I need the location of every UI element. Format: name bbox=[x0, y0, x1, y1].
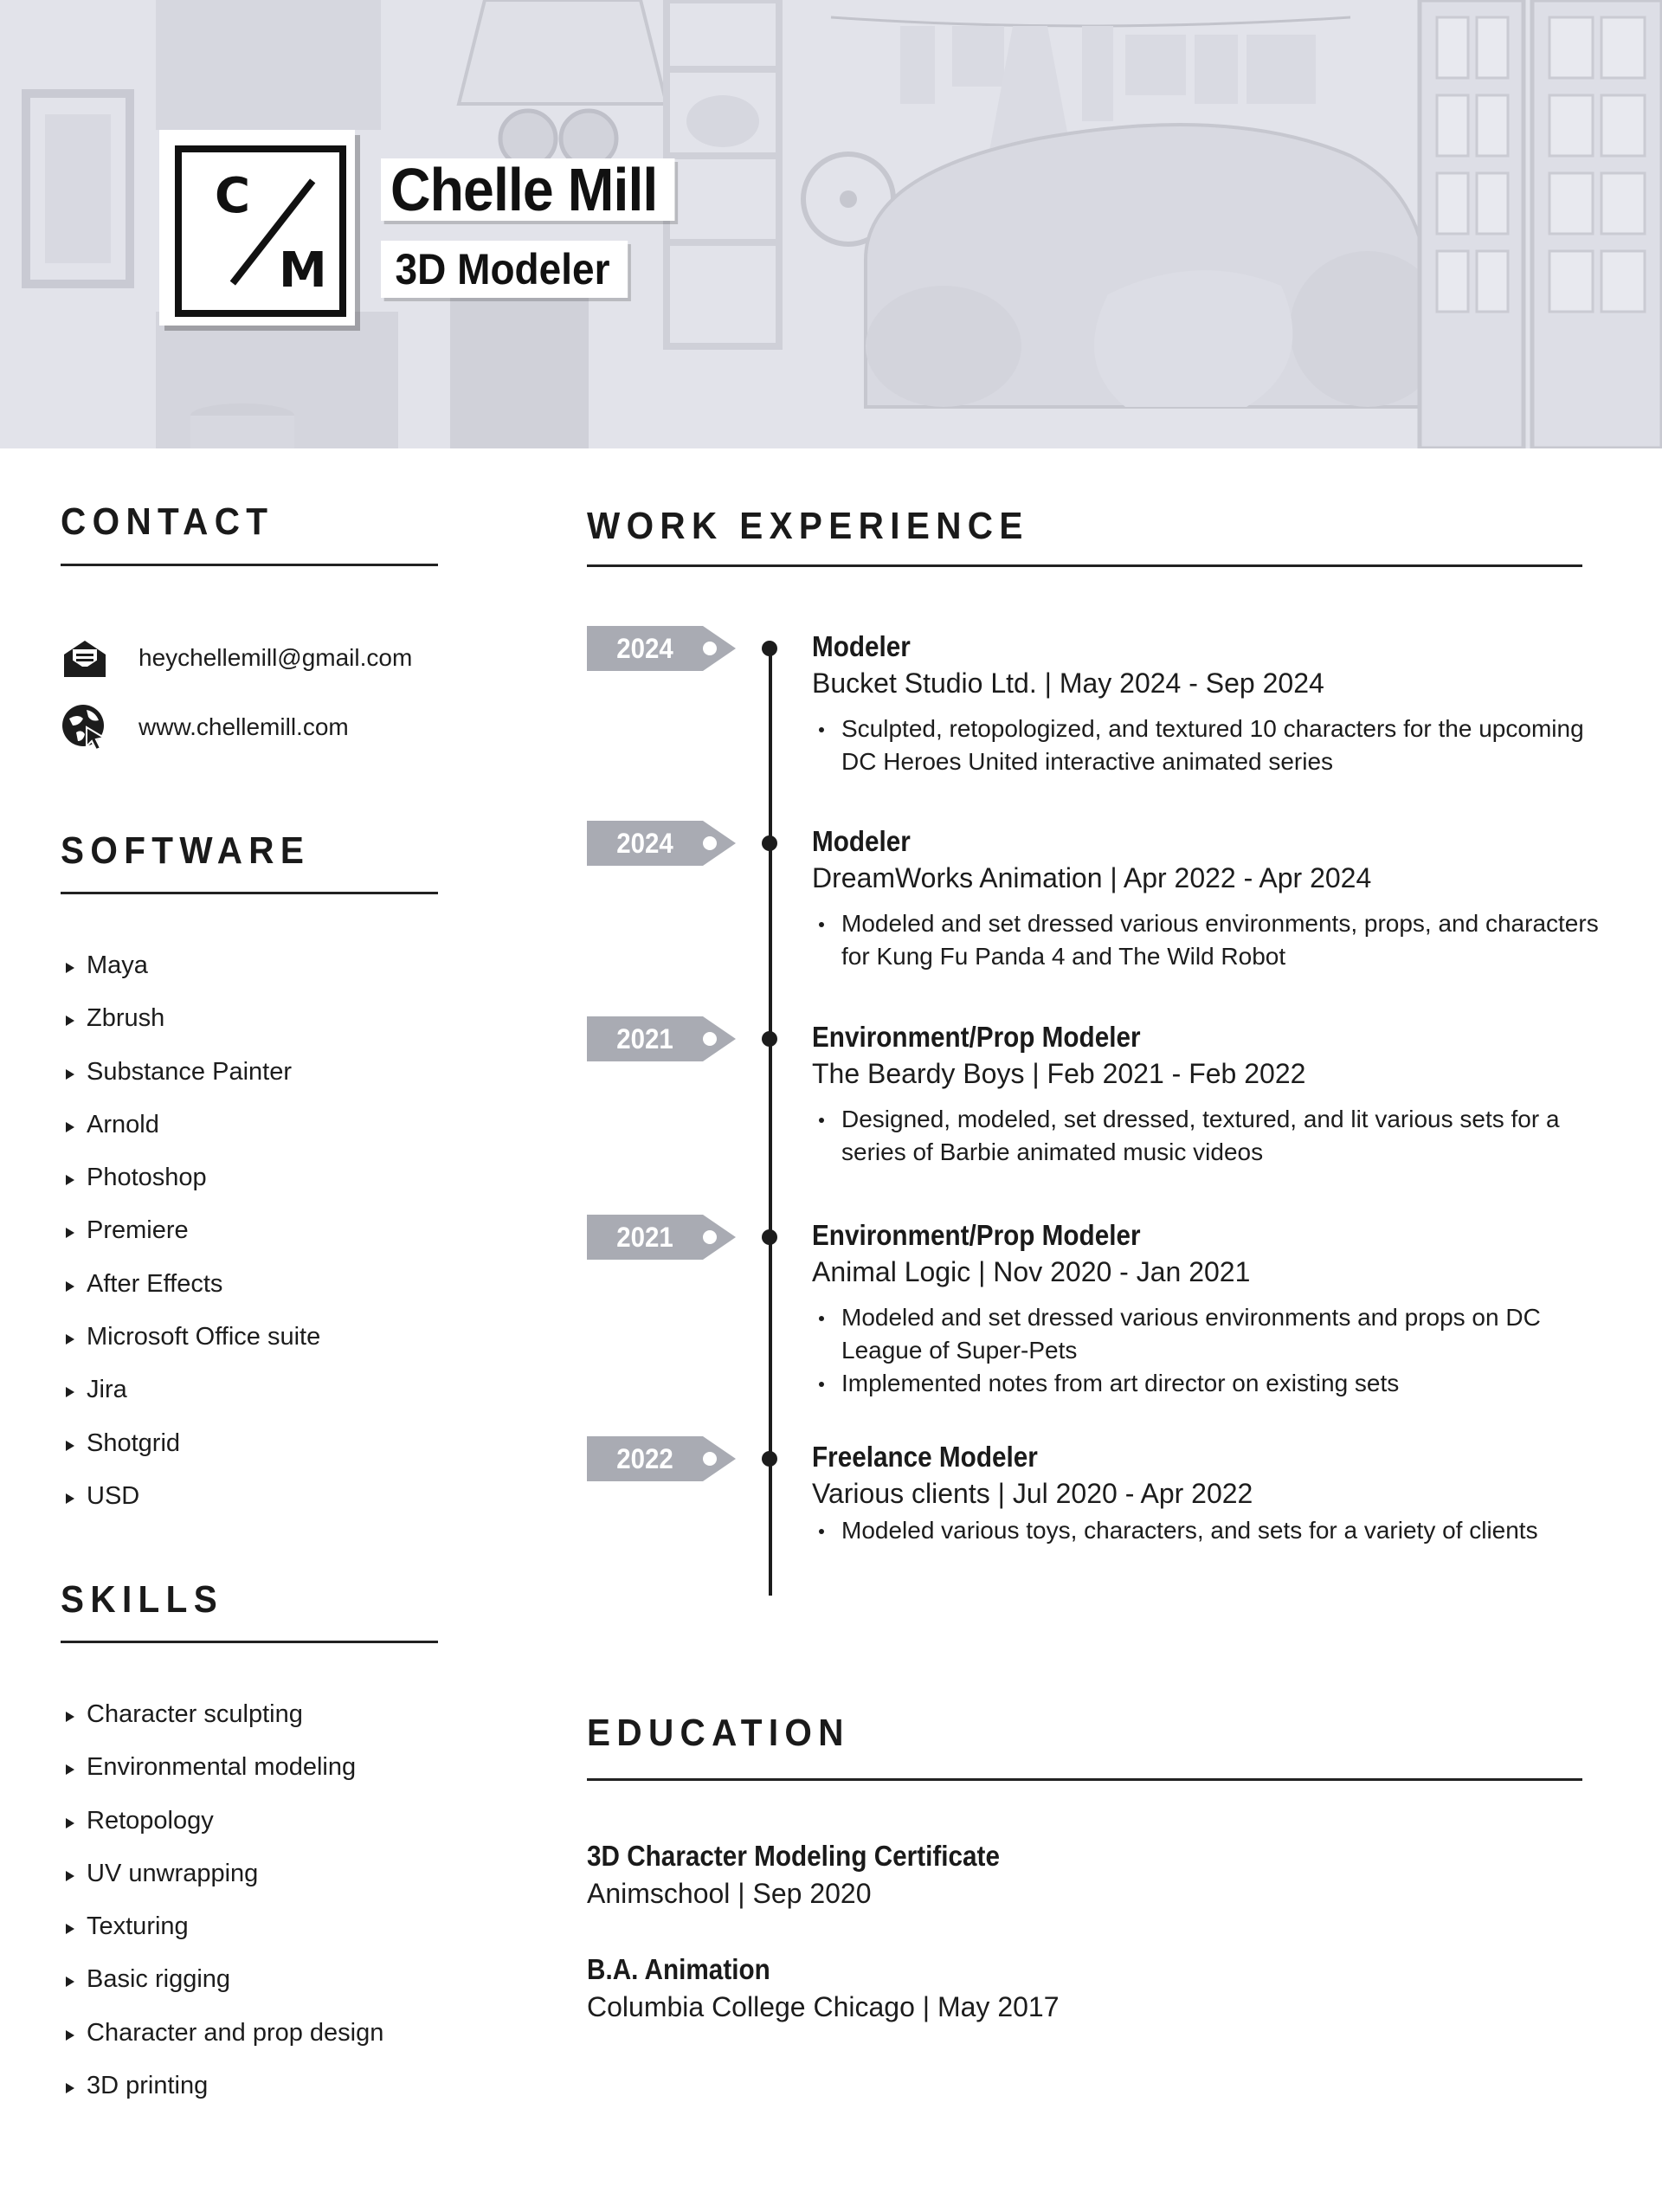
list-item: 3D printing bbox=[64, 2060, 383, 2112]
timeline-dot bbox=[762, 1229, 777, 1245]
website-row[interactable] bbox=[61, 703, 349, 751]
year-tag bbox=[587, 1436, 736, 1481]
timeline-dot bbox=[762, 1451, 777, 1467]
list-item: Character and prop design bbox=[64, 2007, 383, 2060]
logo-frame bbox=[175, 145, 346, 317]
globe-cursor-icon bbox=[61, 703, 109, 751]
list-item: Texturing bbox=[64, 1900, 383, 1953]
job-bullet: Modeled and set dressed various environments, props, and characters for Kung Fu Panda 4 and The Wild Robot bbox=[812, 907, 1608, 973]
job-title: Environment/Prop Modeler bbox=[812, 1219, 1141, 1251]
list-item: USD bbox=[64, 1470, 320, 1523]
education-org: Animschool | Sep 2020 bbox=[587, 1878, 872, 1909]
job-org: Various clients | Jul 2020 - Apr 2022 bbox=[812, 1478, 1253, 1509]
education-org: Columbia College Chicago | May 2017 bbox=[587, 1991, 1060, 2022]
list-item: Microsoft Office suite bbox=[64, 1311, 320, 1364]
year-tag bbox=[587, 1016, 736, 1061]
job-bullets bbox=[812, 1514, 1608, 1547]
education-heading: EDUCATION bbox=[587, 1712, 850, 1754]
list-item: Zbrush bbox=[64, 992, 320, 1045]
email-icon bbox=[61, 634, 109, 682]
list-item: Maya bbox=[64, 939, 320, 992]
job-entry bbox=[812, 629, 1608, 778]
skills-heading: SKILLS bbox=[61, 1578, 224, 1621]
job-bullet: Designed, modeled, set dressed, textured, and lit various sets for a series of Barbie animated music videos bbox=[812, 1103, 1608, 1169]
software-list bbox=[64, 939, 320, 1523]
job-entry bbox=[812, 824, 1608, 973]
website-text[interactable]: www.chellemill.com bbox=[138, 713, 349, 740]
skills-divider bbox=[61, 1641, 438, 1643]
logo-letter-c: C bbox=[215, 168, 251, 224]
job-role: 3D Modeler bbox=[381, 241, 628, 298]
list-item: Premiere bbox=[64, 1204, 320, 1257]
work-experience-divider bbox=[587, 564, 1582, 567]
work-experience-heading: WORK EXPERIENCE bbox=[587, 505, 1029, 547]
list-item: Environmental modeling bbox=[64, 1741, 383, 1794]
timeline-dot bbox=[762, 641, 777, 656]
contact-divider bbox=[61, 564, 438, 566]
software-heading: SOFTWARE bbox=[61, 829, 311, 872]
job-bullet: Implemented notes from art director on existing sets bbox=[812, 1367, 1608, 1400]
year-tag bbox=[587, 821, 736, 866]
job-bullet: Sculpted, retopologized, and textured 10 characters for the upcoming DC Heroes United interactive animated series bbox=[812, 713, 1608, 778]
list-item: Basic rigging bbox=[64, 1953, 383, 2006]
job-title: Freelance Modeler bbox=[812, 1441, 1038, 1473]
year-label: 2021 bbox=[616, 1222, 673, 1253]
person-name: Chelle Mill bbox=[381, 158, 675, 221]
list-item: Photoshop bbox=[64, 1151, 320, 1204]
software-divider bbox=[61, 892, 438, 894]
year-tag bbox=[587, 626, 736, 671]
job-bullets bbox=[812, 713, 1608, 778]
job-bullet: Modeled various toys, characters, and sets for a variety of clients bbox=[812, 1514, 1608, 1547]
list-item: Jira bbox=[64, 1364, 320, 1416]
timeline-dot bbox=[762, 835, 777, 851]
list-item: Retopology bbox=[64, 1795, 383, 1848]
timeline-dot bbox=[762, 1031, 777, 1047]
job-entry bbox=[812, 1440, 1608, 1547]
contact-heading: CONTACT bbox=[61, 500, 274, 543]
job-title: Environment/Prop Modeler bbox=[812, 1021, 1141, 1053]
list-item: After Effects bbox=[64, 1258, 320, 1311]
job-bullets bbox=[812, 907, 1608, 973]
education-title: B.A. Animation bbox=[587, 1953, 770, 1985]
header-banner bbox=[0, 0, 1662, 448]
year-label: 2024 bbox=[616, 828, 673, 859]
job-entry bbox=[812, 1020, 1608, 1169]
skills-list bbox=[64, 1688, 383, 2112]
list-item: Arnold bbox=[64, 1099, 320, 1151]
education-title: 3D Character Modeling Certificate bbox=[587, 1840, 1000, 1872]
list-item: Character sculpting bbox=[64, 1688, 383, 1741]
job-org: DreamWorks Animation | Apr 2022 - Apr 2024 bbox=[812, 862, 1372, 893]
job-bullets bbox=[812, 1301, 1608, 1400]
year-label: 2024 bbox=[616, 633, 673, 664]
year-label: 2022 bbox=[616, 1443, 673, 1474]
job-org: The Beardy Boys | Feb 2021 - Feb 2022 bbox=[812, 1058, 1306, 1089]
job-bullet: Modeled and set dressed various environments and props on DC League of Super-Pets bbox=[812, 1301, 1608, 1367]
email-row[interactable] bbox=[61, 634, 412, 682]
job-bullets bbox=[812, 1103, 1608, 1169]
job-title: Modeler bbox=[812, 630, 911, 662]
education-entry bbox=[587, 1952, 1060, 2025]
list-item: UV unwrapping bbox=[64, 1848, 383, 1900]
job-title: Modeler bbox=[812, 825, 911, 857]
logo-monogram bbox=[159, 130, 355, 326]
job-entry bbox=[812, 1218, 1608, 1400]
job-org: Animal Logic | Nov 2020 - Jan 2021 bbox=[812, 1256, 1251, 1287]
education-divider bbox=[587, 1778, 1582, 1781]
education-entry bbox=[587, 1839, 1046, 1912]
year-label: 2021 bbox=[616, 1023, 673, 1054]
email-text[interactable]: heychellemill@gmail.com bbox=[138, 644, 413, 671]
list-item: Substance Painter bbox=[64, 1046, 320, 1099]
year-tag bbox=[587, 1215, 736, 1260]
job-org: Bucket Studio Ltd. | May 2024 - Sep 2024 bbox=[812, 667, 1324, 699]
list-item: Shotgrid bbox=[64, 1417, 320, 1470]
logo-letter-m: M bbox=[279, 242, 327, 299]
